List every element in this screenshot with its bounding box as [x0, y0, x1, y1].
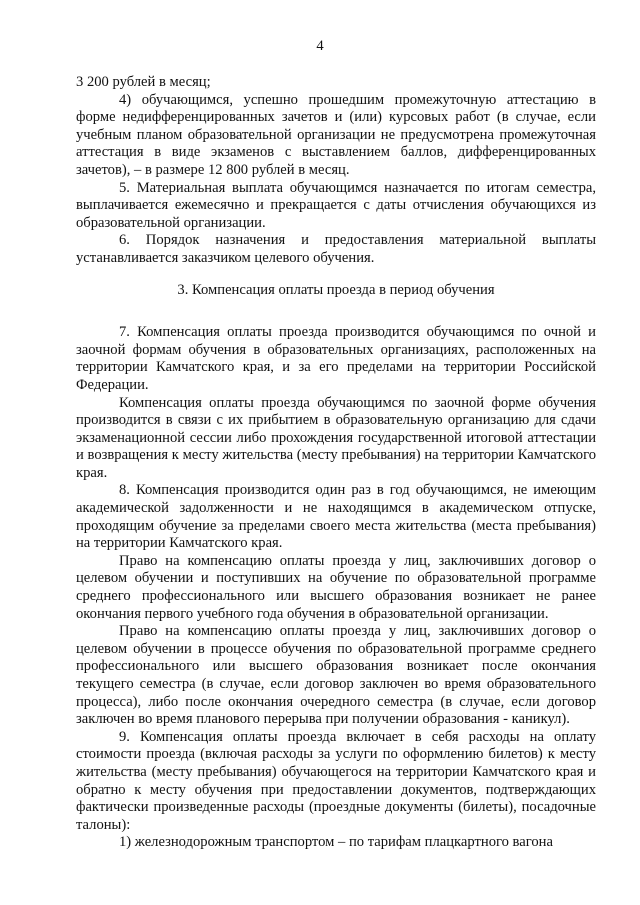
paragraph-8-third: Право на компенсацию оплаты проезда у лиц, заключивших договор о целевом обучении в процессе обучения по образовательной программе среднего профессионального или высшего образования возникает после окончания текущего семестра (в случае, если договор заключен во время образовательного процесса), либо после окончания очередного семестра (в случае, если договор заключен во время планового перерыва при получении образования - каникул).: [76, 623, 596, 728]
paragraph-6: 6. Порядок назначения и предоставления материальной выплаты устанавливается заказчиком целевого обучения.: [76, 232, 596, 266]
paragraph-8-second: Право на компенсацию оплаты проезда у лиц, заключивших договор о целевом обучении и поступивших на обучение по образовательной программе среднего профессионального или высшего образования возникает не ранее окончания первого учебного года обучения в образовательной организации.: [76, 552, 596, 622]
document-body: [76, 74, 596, 852]
paragraph-7-second: Компенсация оплаты проезда обучающимся по заочной форме обучения производится в связи с их прибытием в образовательную организацию для сдачи экзаменационной сессии либо прохождения государственной итоговой аттестации и возвращения к месту жительства (месту пребывания) на территории Камчатского края.: [76, 394, 596, 481]
paragraph-item-4: 4) обучающимся, успешно прошедшим промежуточную аттестацию в форме недифференцированных зачетов и (или) курсовых работ (в случае, если учебным планом образовательной организации не предусмотрена промежуточная аттестация в виде экзаменов с выставлением баллов, дифференцированных зачетов), – в размере 12 800 рублей в месяц.: [76, 91, 596, 178]
page-number: 4: [316, 38, 324, 54]
paragraph-9-item-1: 1) железнодорожным транспортом – по тарифам плацкартного вагона: [119, 834, 553, 851]
section-3-heading: 3. Компенсация оплаты проезда в период обучения: [177, 281, 495, 298]
paragraph-7: 7. Компенсация оплаты проезда производится обучающимся по очной и заочной формам обучения в образовательных организациях, расположенных на территории Камчатского края, и за его пределами на территории Российской Федерации.: [76, 324, 596, 393]
paragraph-8: 8. Компенсация производится один раз в год обучающимся, не имеющим академической задолженности и не находящимся в академическом отпуске, проходящим обучение за пределами своего места жительства (места пребывания) на территории Камчатского края.: [76, 482, 596, 552]
paragraph-5: 5. Материальная выплата обучающимся назначается по итогам семестра, выплачивается ежемесячно и прекращается с даты отчисления обучающихся из образовательной организации.: [76, 179, 596, 231]
paragraph-9: 9. Компенсация оплаты проезда включает в себя расходы на оплату стоимости проезда (включая расходы за услуги по оформлению билетов) к месту жительства (месту пребывания) обучающегося на территории Камчатского края и обратно к месту обучения при предоставлении документов, подтверждающих фактически произведенные расходы (проездные документы (билеты), посадочные талоны):: [76, 728, 596, 833]
paragraph-continuation: 3 200 рублей в месяц;: [76, 74, 211, 90]
